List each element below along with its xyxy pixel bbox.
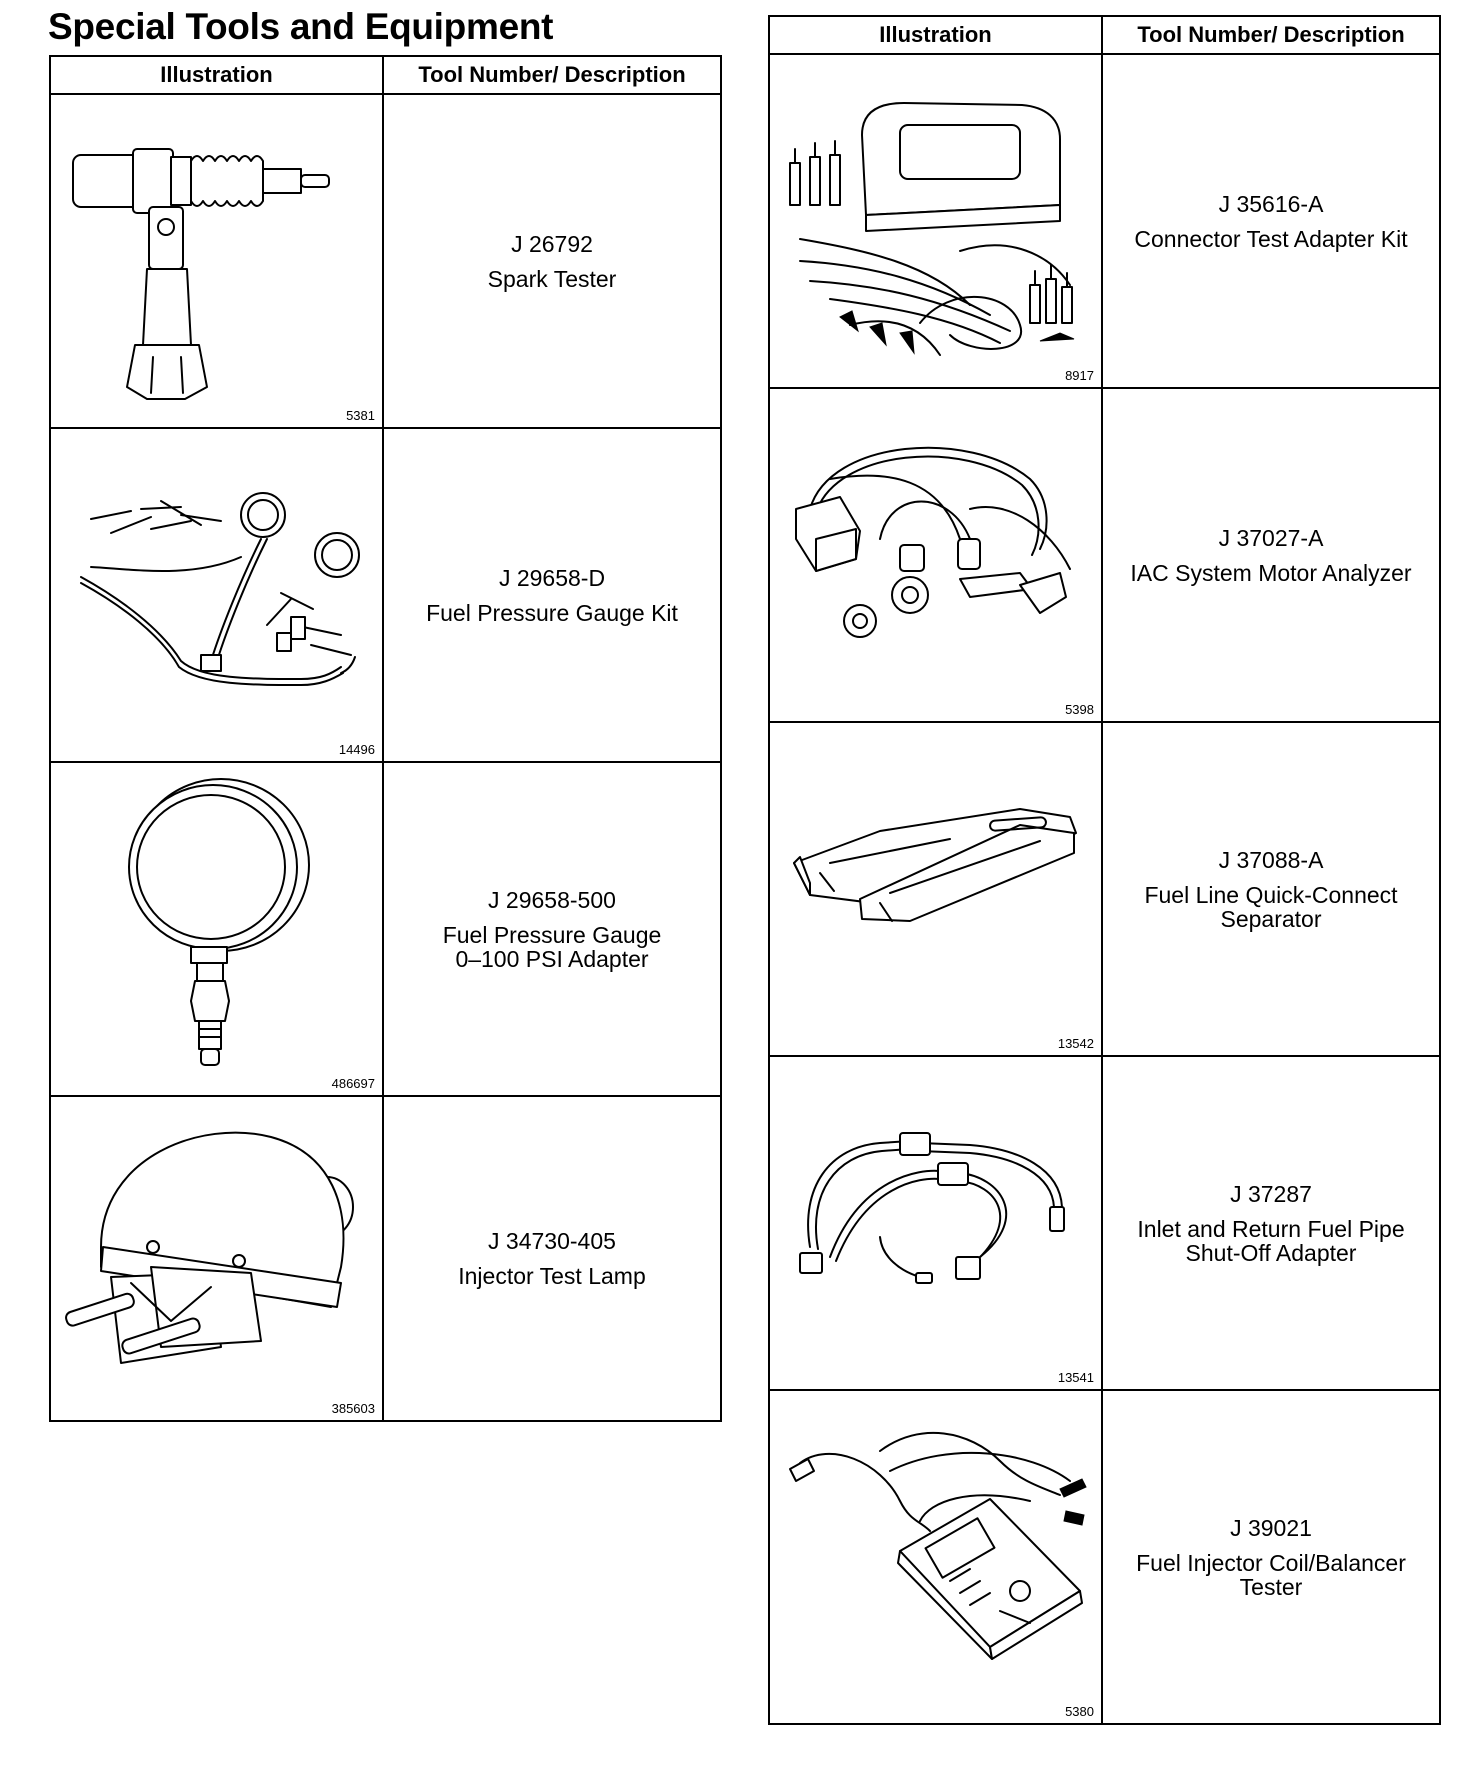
table-row xyxy=(50,94,721,428)
illustration-cell xyxy=(50,1096,383,1421)
table-row xyxy=(50,762,721,1096)
tool-number: J 37027-A xyxy=(1218,524,1324,551)
tool-number: J 35616-A xyxy=(1218,190,1324,217)
figure-number: 13541 xyxy=(1057,1370,1094,1385)
figure-number: 486697 xyxy=(331,1076,375,1091)
tool-header: Tool Number/ Description xyxy=(383,56,721,94)
tools-table-right xyxy=(768,15,1441,1725)
description-cell xyxy=(1102,54,1440,388)
tools-table-left xyxy=(49,55,722,1422)
description-cell xyxy=(1102,388,1440,722)
page-title: Special Tools and Equipment xyxy=(48,6,554,47)
tool-number: J 37287 xyxy=(1230,1180,1312,1207)
description-cell xyxy=(1102,1390,1440,1724)
tool-description: Spark Tester xyxy=(487,265,617,292)
figure-number: 8917 xyxy=(1065,368,1094,383)
illustration-cell xyxy=(769,54,1102,388)
tool-header: Tool Number/ Description xyxy=(1102,16,1440,54)
table-header-row xyxy=(769,16,1440,54)
figure-number: 385603 xyxy=(331,1401,375,1416)
table-row xyxy=(769,1390,1440,1724)
table-row xyxy=(769,722,1440,1056)
tool-description: Fuel Pressure Gauge Kit xyxy=(426,599,678,626)
tool-description: IAC System Motor Analyzer xyxy=(1130,559,1412,586)
table-row xyxy=(769,388,1440,722)
tool-number: J 29658-500 xyxy=(488,886,616,913)
description-cell xyxy=(1102,1056,1440,1390)
tool-number: J 34730-405 xyxy=(488,1228,616,1254)
tool-number: J 26792 xyxy=(511,230,593,257)
pressure-gauge-icon xyxy=(51,763,383,1096)
figure-number: 5398 xyxy=(1065,702,1094,717)
description-cell xyxy=(383,428,721,762)
illustration-header: Illustration xyxy=(769,16,1102,54)
test-lamp-icon xyxy=(51,1097,383,1421)
description-cell xyxy=(383,1096,721,1421)
tool-description: Injector Test Lamp xyxy=(458,1263,646,1289)
table-row xyxy=(50,428,721,762)
motor-analyzer-icon xyxy=(770,389,1102,722)
illustration-cell xyxy=(769,388,1102,722)
tool-number: J 39021 xyxy=(1230,1514,1312,1541)
illustration-cell xyxy=(50,762,383,1096)
table-row xyxy=(50,1096,721,1421)
illustration-cell xyxy=(50,428,383,762)
adapter-kit-icon xyxy=(770,55,1102,388)
figure-number: 5381 xyxy=(346,408,375,423)
tool-description: Fuel Pressure Gauge 0–100 PSI Adapter xyxy=(442,921,662,972)
illustration-cell xyxy=(769,1390,1102,1724)
description-cell xyxy=(1102,722,1440,1056)
table-header-row xyxy=(50,56,721,94)
tool-number: J 37088-A xyxy=(1218,846,1324,873)
figure-number: 14496 xyxy=(338,742,375,757)
table-row xyxy=(769,54,1440,388)
description-cell xyxy=(383,762,721,1096)
balancer-tester-icon xyxy=(770,1391,1102,1724)
illustration-header: Illustration xyxy=(50,56,383,94)
tool-number: J 29658-D xyxy=(498,564,606,591)
illustration-cell xyxy=(50,94,383,428)
shutoff-adapter-icon xyxy=(770,1057,1102,1390)
figure-number: 13542 xyxy=(1057,1036,1094,1051)
tool-description: Connector Test Adapter Kit xyxy=(1134,225,1408,252)
figure-number: 5380 xyxy=(1065,1704,1094,1719)
separator-icon xyxy=(770,723,1102,1056)
tool-description: Inlet and Return Fuel Pipe Shut-Off Adapter xyxy=(1137,1215,1405,1266)
table-row xyxy=(769,1056,1440,1390)
spark-tester-icon xyxy=(51,95,383,428)
illustration-cell xyxy=(769,722,1102,1056)
description-cell xyxy=(383,94,721,428)
illustration-cell xyxy=(769,1056,1102,1390)
tool-description: Fuel Line Quick-Connect Separator xyxy=(1144,881,1398,932)
gauge-kit-icon xyxy=(51,429,383,762)
tool-description: Fuel Injector Coil/Balancer Tester xyxy=(1136,1549,1406,1600)
